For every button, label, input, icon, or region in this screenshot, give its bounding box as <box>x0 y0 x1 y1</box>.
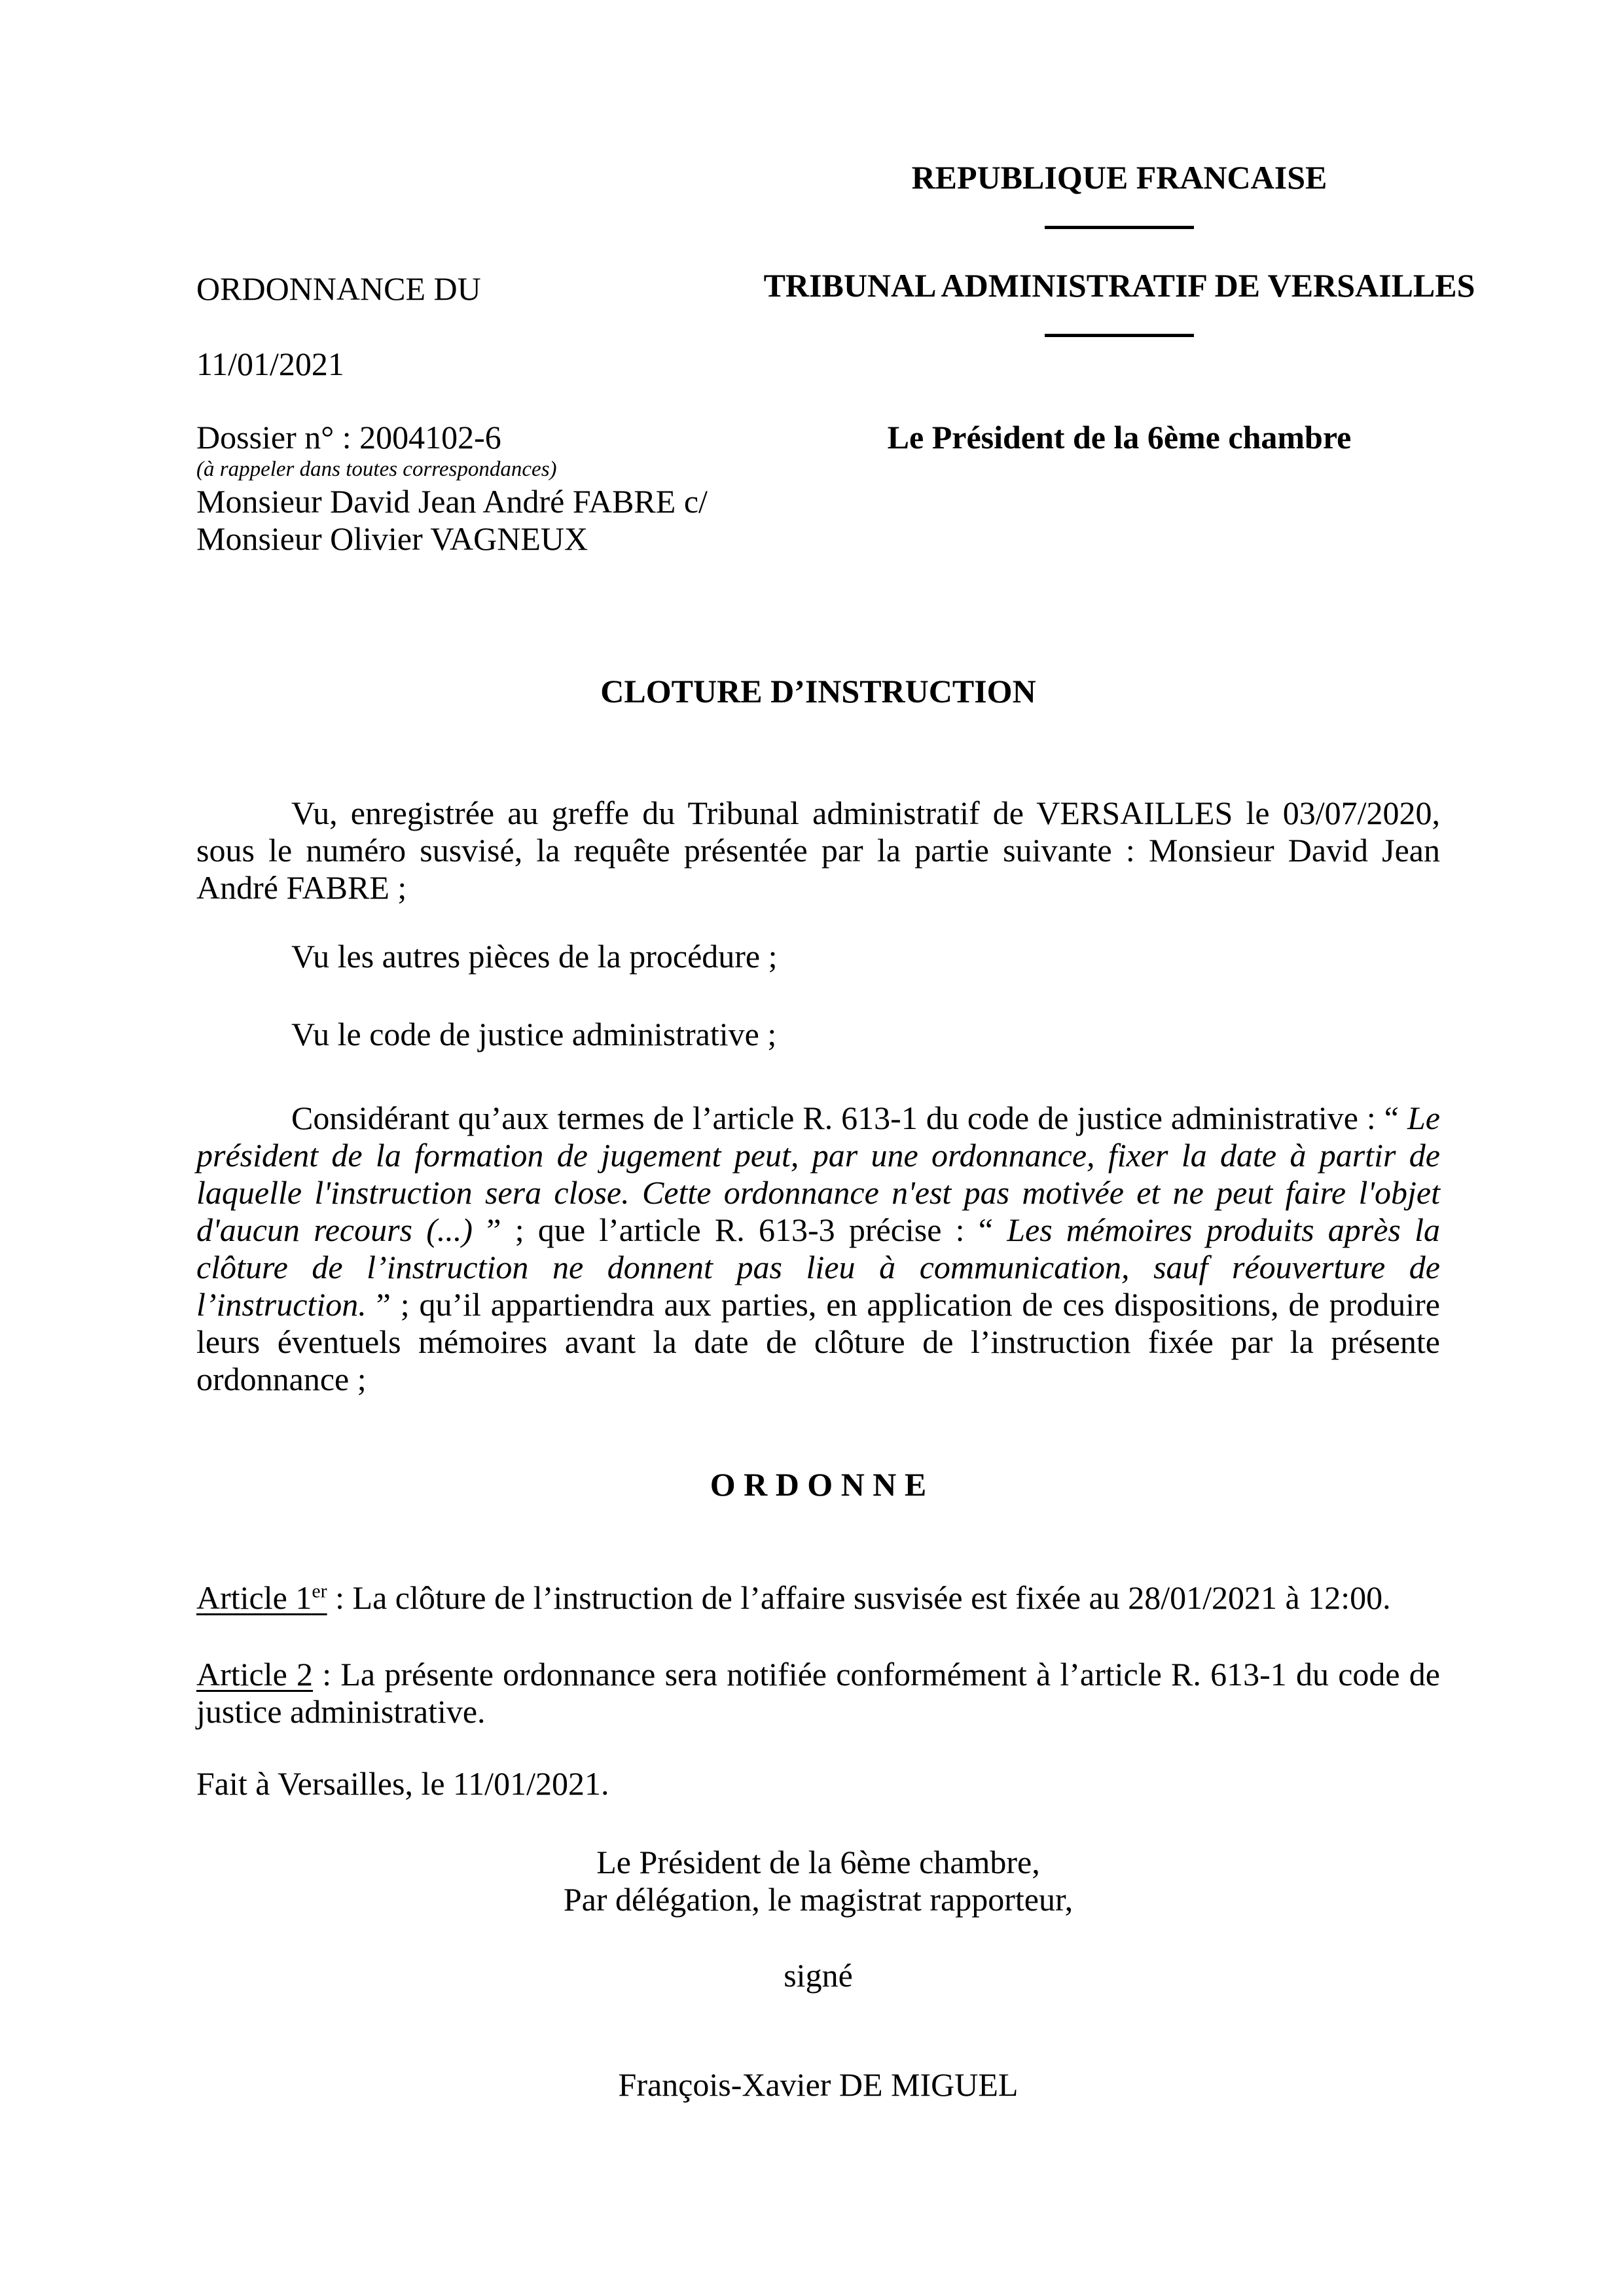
considerant-paragraph: Considérant qu’aux termes de l’article R. 613-1 du code de justice administrative : “ Le président de la formation de jugement peut, par une ordonnance, fixer la date à partir de laquelle l'instruction sera close. Cette ordonnance n'est pas motivée et ne peut faire l'objet d'aucun recours (...) ” ; que l’article R. 613-3 précise : “ Les mémoires produits après la clôture de l’instruction ne donnent pas lieu à communication, sauf réouverture de l’instruction. ” ; qu’il appartiendra aux parties, en application de ces dispositions, de produire leurs éventuels mémoires avant la date de clôture de l’instruction fixée par la présente ordonnance ; <box>196 1100 1441 1397</box>
fait-a-line: Fait à Versailles, le 11/01/2021. <box>196 1765 609 1802</box>
article-1-paragraph: Article 1er : La clôture de l’instruction de l’affaire susvisée est fixée au 28/01/2021 à 12:00. <box>196 1579 1391 1616</box>
visa-code-paragraph: Vu le code de justice administrative ; <box>291 1016 777 1052</box>
dossier-number: Dossier n° : 2004102-6 <box>196 419 501 456</box>
cloture-title: CLOTURE D’INSTRUCTION <box>600 673 1036 709</box>
president-chambre-label: Le Président de la 6ème chambre <box>887 419 1352 456</box>
signe-mention: signé <box>784 1957 853 1994</box>
ordonnance-date: 11/01/2021 <box>196 346 344 382</box>
signataire-name: François-Xavier DE MIGUEL <box>618 2066 1019 2103</box>
article-2-paragraph: Article 2 : La présente ordonnance sera notifiée conformément à l’article R. 613-1 du code de justice administrative. <box>196 1656 1440 1730</box>
header-rule-bottom <box>1045 334 1194 337</box>
visa-pieces-paragraph: Vu les autres pièces de la procédure ; <box>291 938 778 975</box>
signature-role-line-2: Par délégation, le magistrat rapporteur, <box>563 1881 1074 1918</box>
tribunal-title: TRIBUNAL ADMINISTRATIF DE VERSAILLES <box>763 267 1475 304</box>
ordonne-heading: O R D O N N E <box>710 1466 927 1503</box>
partie-defenderesse: Monsieur Olivier VAGNEUX <box>196 520 588 557</box>
ordonnance-du-label: ORDONNANCE DU <box>196 270 481 307</box>
document-body <box>196 673 1440 2104</box>
partie-requerante: Monsieur David Jean André FABRE c/ <box>196 483 708 520</box>
republique-header: REPUBLIQUE FRANCAISE <box>911 159 1327 196</box>
visa-requete-paragraph: Vu, enregistrée au greffe du Tribunal administratif de VERSAILLES le 03/07/2020, sous le numéro susvisé, la requête présentée par la partie suivante : Monsieur David Jean André FABRE ; <box>196 795 1440 906</box>
dossier-note: (à rappeler dans toutes correspondances) <box>196 457 557 481</box>
signature-role-line-1: Le Président de la 6ème chambre, <box>596 1844 1040 1880</box>
header-rule-top <box>1045 226 1194 229</box>
